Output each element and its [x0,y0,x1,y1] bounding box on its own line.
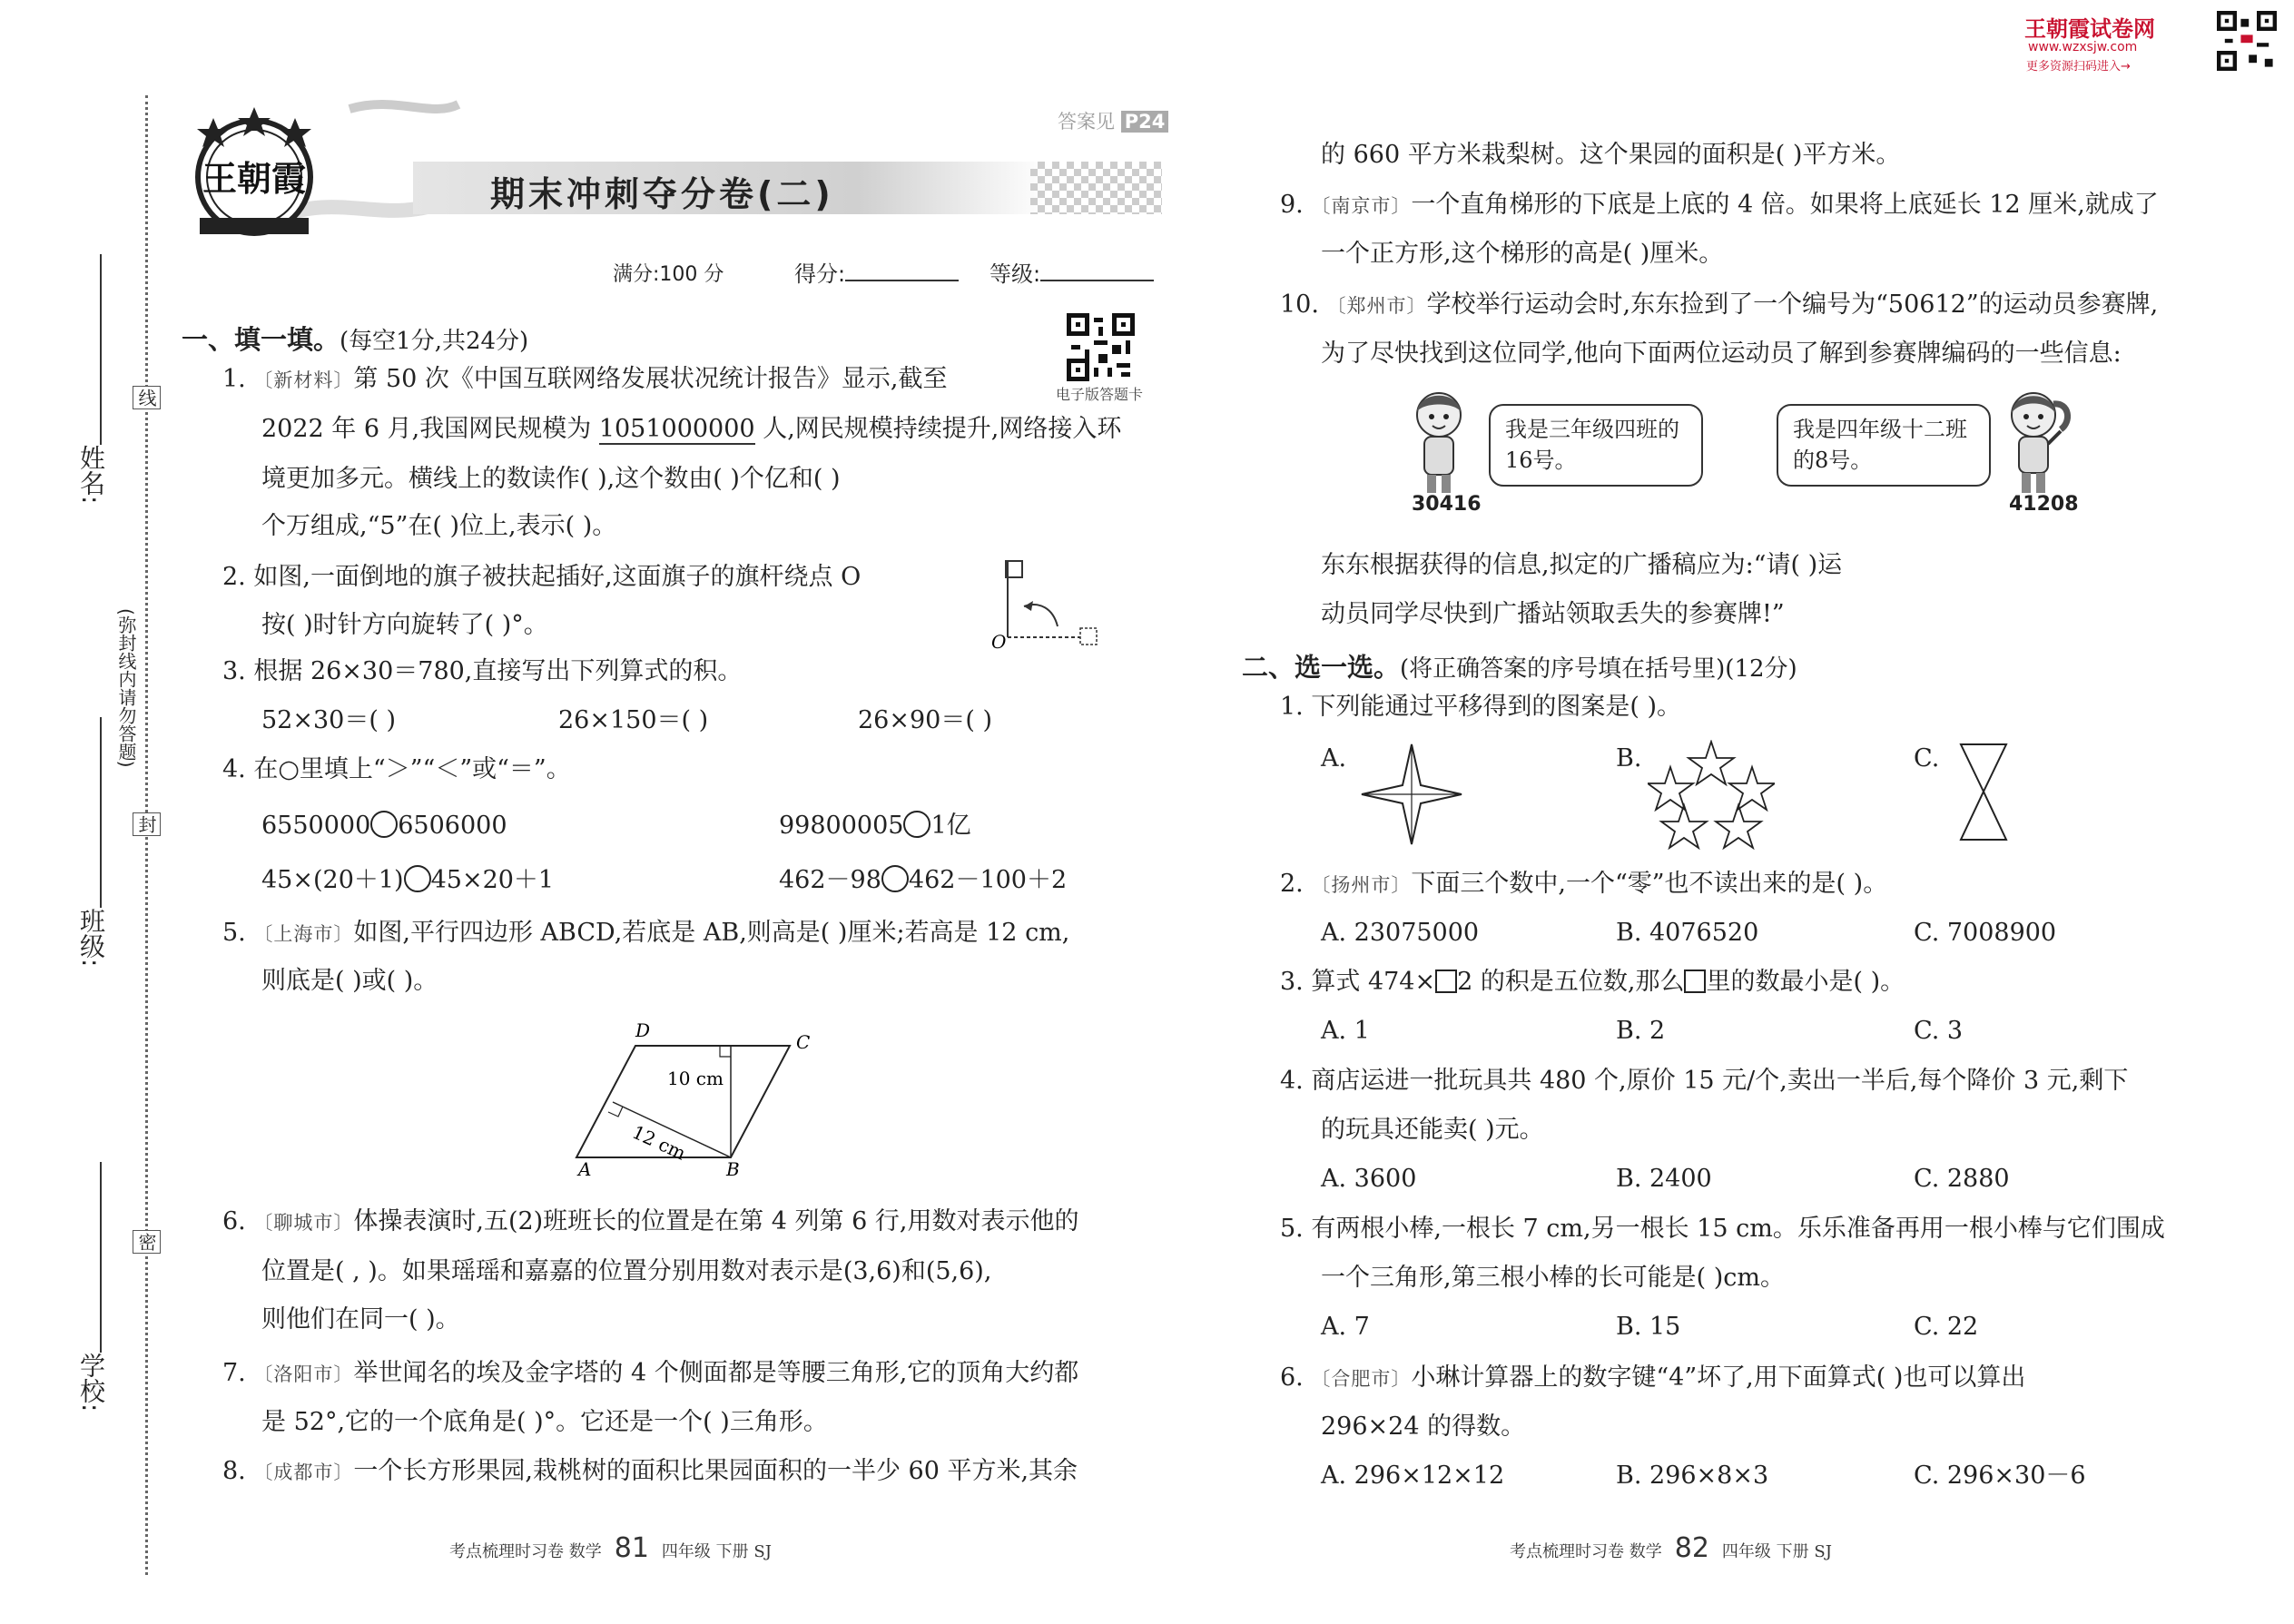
footer-right: 考点梳理时习卷 数学 82 四年级 下册 SJ [1510,1532,1832,1564]
s1-q4-b[interactable]: 99800005 1亿 [779,812,971,840]
s2-q6-option-c[interactable]: C. 296×30－6 [1914,1462,2086,1490]
answer-ref: 答案见 P24 [1058,107,1168,134]
s1-q3-b[interactable]: 26×150＝( ) [558,706,709,734]
s2-q1-option-b[interactable]: B. [1616,744,1642,773]
four-point-star-figure [1357,740,1466,849]
score-field[interactable]: 得分: [794,261,959,288]
s1-q1-line2: 2022 年 6 月,我国网民规模为 1051000000 人,网民规模持续提升,网络接入环 [261,415,1122,443]
s1-q7-line2[interactable]: 是 52°,它的一个底角是( )°。它还是一个( )三角形。 [261,1408,828,1436]
full-score: 满分:100 分 [613,263,724,286]
s2-q6-line1[interactable]: 6. 〔合肥市〕小琳计算器上的数字键“4”坏了,用下面算式( )也可以算出 [1280,1363,2026,1392]
s1-q4-line1: 4. 在○里填上“＞”“＜”或“＝”。 [222,755,571,783]
s2-q6-option-b[interactable]: B. 296×8×3 [1616,1462,1769,1490]
brand-name: 王朝霞试卷网 [2024,16,2155,42]
s1-q10-line4: 动员同学尽快到广播站领取丢失的参赛牌!” [1321,600,1785,628]
s2-q5-option-b[interactable]: B. 15 [1616,1313,1681,1341]
s2-q3-line1[interactable]: 3. 算式 474× 2 的积是五位数,那么 里的数最小是( )。 [1280,968,1905,996]
logo-text: 王朝霞 [202,158,307,199]
s2-q4-line2[interactable]: 的玩具还能卖( )元。 [1321,1116,1544,1144]
speech-bubble-girl: 我是四年级十二班的8号。 [1777,404,1991,487]
s1-q2-line1: 2. 如图,一面倒地的旗子被扶起插好,这面旗子的旗杆绕点 O [222,563,861,591]
digit-box [1435,969,1457,993]
girl-athlete-illustration [1997,386,2074,495]
s2-q3-option-c[interactable]: C. 3 [1914,1017,1964,1045]
boy-athlete-illustration [1403,386,1475,495]
s1-q10-line2: 为了尽快找到这位同学,他向下面两位运动员了解到参赛牌编码的一些信息: [1321,340,2122,368]
s2-q5-option-a[interactable]: A. 7 [1321,1313,1370,1341]
s2-q4-line1: 4. 商店运进一批玩具共 480 个,原价 15 元/个,卖出一半后,每个降价 3 元,剩下 [1280,1067,2129,1095]
s2-q4-option-c[interactable]: C. 2880 [1914,1165,2010,1193]
compare-circle [881,865,909,892]
seal-mark-secret: 密 [133,1230,161,1254]
title-checker [1030,162,1162,214]
s1-q3-a[interactable]: 52×30＝( ) [261,706,396,734]
s1-q1-line1: 1. 〔新材料〕第 50 次《中国互联网络发展状况统计报告》显示,截至 [222,365,948,393]
compare-circle [370,811,398,838]
s1-q5-line2[interactable]: 则底是( )或( )。 [261,967,438,995]
s2-q1-option-c[interactable]: C. [1914,744,1940,773]
page-title: 期末冲刺夺分卷(二) [490,174,834,214]
class-label: 班级: [76,908,106,968]
s1-q8-line2[interactable]: 的 660 平方米栽梨树。这个果园的面积是( )平方米。 [1321,141,1901,169]
s1-q2-line2[interactable]: 按( )时针方向旋转了( )°。 [261,611,548,639]
name-label: 姓名: [76,445,106,505]
girl-code: 41208 [2009,493,2079,516]
vertex-b-label: B [726,1158,740,1180]
s2-q3-option-b[interactable]: B. 2 [1616,1017,1666,1045]
s2-q2-option-b[interactable]: B. 4076520 [1616,919,1759,947]
vertex-c-label: C [796,1031,811,1053]
s1-q7-line1: 7. 〔洛阳市〕举世闻名的埃及金字塔的 4 个侧面都是等腰三角形,它的顶角大约都 [222,1359,1079,1387]
seal-note: (弥封线内请勿答题) [115,608,137,768]
s2-q2-option-c[interactable]: C. 7008900 [1914,919,2057,947]
s2-q2-option-a[interactable]: A. 23075000 [1321,919,1480,947]
s1-q4-a[interactable]: 6550000 6506000 [261,812,507,840]
s1-q1-line3[interactable]: 境更加多元。横线上的数读作( ),这个数由( )个亿和( ) [261,465,841,493]
s1-q9-line2[interactable]: 一个正方形,这个梯形的高是( )厘米。 [1321,240,1724,268]
qr-label: 电子版答题卡 [1056,386,1144,403]
s2-q3-option-a[interactable]: A. 1 [1321,1017,1370,1045]
section1-title: 一、填一填。(每空1分,共24分) [182,324,529,355]
answer-page-badge: P24 [1121,111,1169,133]
digit-box [1684,969,1706,993]
s1-q6-line1: 6. 〔聊城市〕体操表演时,五(2)班班长的位置是在第 4 列第 6 行,用数对表示他的 [222,1207,1079,1235]
vertex-a-label: A [578,1158,592,1180]
s1-q4-c[interactable]: 45×(20＋1) 45×20＋1 [261,866,555,894]
boy-code: 30416 [1412,493,1482,516]
s1-q9-line1: 9. 〔南京市〕一个直角梯形的下底是上底的 4 倍。如果将上底延长 12 厘米,就成了 [1280,191,2159,219]
brand-tagline: 更多资源扫码进入→ [2026,60,2131,74]
brand-qr-code [2217,11,2277,71]
parallelogram-figure [558,1008,831,1180]
s1-q5-line1[interactable]: 5. 〔上海市〕如图,平行四边形 ABCD,若底是 AB,则高是( )厘米;若高是 12 cm, [222,919,1070,947]
class-line [100,717,102,908]
height-10cm-label: 10 cm [667,1068,724,1089]
s1-q10-line1: 10. 〔郑州市〕学校举行运动会时,东东捡到了一个编号为“50612”的运动员参赛牌, [1280,290,2159,319]
s2-q5-line2[interactable]: 一个三角形,第三根小棒的长可能是( )cm。 [1321,1264,1785,1292]
brand-badge[interactable] [2024,11,2279,76]
s1-q6-line2[interactable]: 位置是( , )。如果瑶瑶和嘉嘉的位置分别用数对表示是(3,6)和(5,6), [261,1257,992,1285]
s2-q6-line2: 296×24 的得数。 [1321,1412,1526,1441]
brand-url: www.wzxsjw.com [2028,40,2138,54]
compare-circle [404,865,431,892]
page-number-left: 81 [614,1532,649,1564]
s2-q4-option-a[interactable]: A. 3600 [1321,1165,1417,1193]
s2-q2-line1[interactable]: 2. 〔扬州市〕下面三个数中,一个“零”也不读出来的是( )。 [1280,870,1888,898]
s2-q5-option-c[interactable]: C. 22 [1914,1313,1979,1341]
compare-circle [903,811,930,838]
point-o-label: O [991,631,1007,653]
s2-q6-option-a[interactable]: A. 296×12×12 [1321,1462,1505,1490]
s1-q4-d[interactable]: 462－98 462－100＋2 [779,866,1068,894]
s1-q1-number: 1051000000 [598,415,755,443]
vertex-d-label: D [635,1019,651,1041]
s1-q6-line3[interactable]: 则他们在同一( )。 [261,1305,460,1334]
seal-mark-seal: 封 [133,812,161,836]
school-line [100,1162,102,1353]
seal-mark-line: 线 [133,386,161,409]
s2-q5-line1: 5. 有两根小棒,一根长 7 cm,另一根长 15 cm。乐乐准备再用一根小棒与它们围成 [1280,1215,2165,1243]
section2-title: 二、选一选。(将正确答案的序号填在括号里)(12分) [1242,652,1797,683]
s2-q4-option-b[interactable]: B. 2400 [1616,1165,1712,1193]
s1-q3-line1: 3. 根据 26×30＝780,直接写出下列算式的积。 [222,657,743,685]
speech-bubble-boy: 我是三年级四班的16号。 [1489,404,1703,487]
grade-field[interactable]: 等级: [989,261,1154,288]
s1-q10-line3[interactable]: 东东根据获得的信息,拟定的广播稿应为:“请( )运 [1321,551,1843,579]
height-12cm-label: 12 cm [628,1120,690,1165]
page-number-right: 82 [1674,1532,1709,1564]
s2-q1-line1[interactable]: 1. 下列能通过平移得到的图案是( )。 [1280,693,1682,721]
flag-rotation-figure [989,554,1108,658]
s2-q1-option-a[interactable]: A. [1321,744,1347,773]
name-line [100,254,102,445]
five-stars-figure [1648,740,1775,853]
answer-card-qr-code[interactable] [1067,313,1135,381]
hourglass-figure [1956,740,2011,844]
s1-q8-line1: 8. 〔成都市〕一个长方形果园,栽桃树的面积比果园面积的一半少 60 平方米,其余 [222,1457,1078,1485]
s1-q3-c[interactable]: 26×90＝( ) [858,706,992,734]
s1-q1-line4[interactable]: 个万组成,“5”在( )位上,表示( )。 [261,512,617,540]
school-label: 学校: [76,1353,106,1412]
footer-left: 考点梳理时习卷 数学 81 四年级 下册 SJ [449,1532,772,1564]
